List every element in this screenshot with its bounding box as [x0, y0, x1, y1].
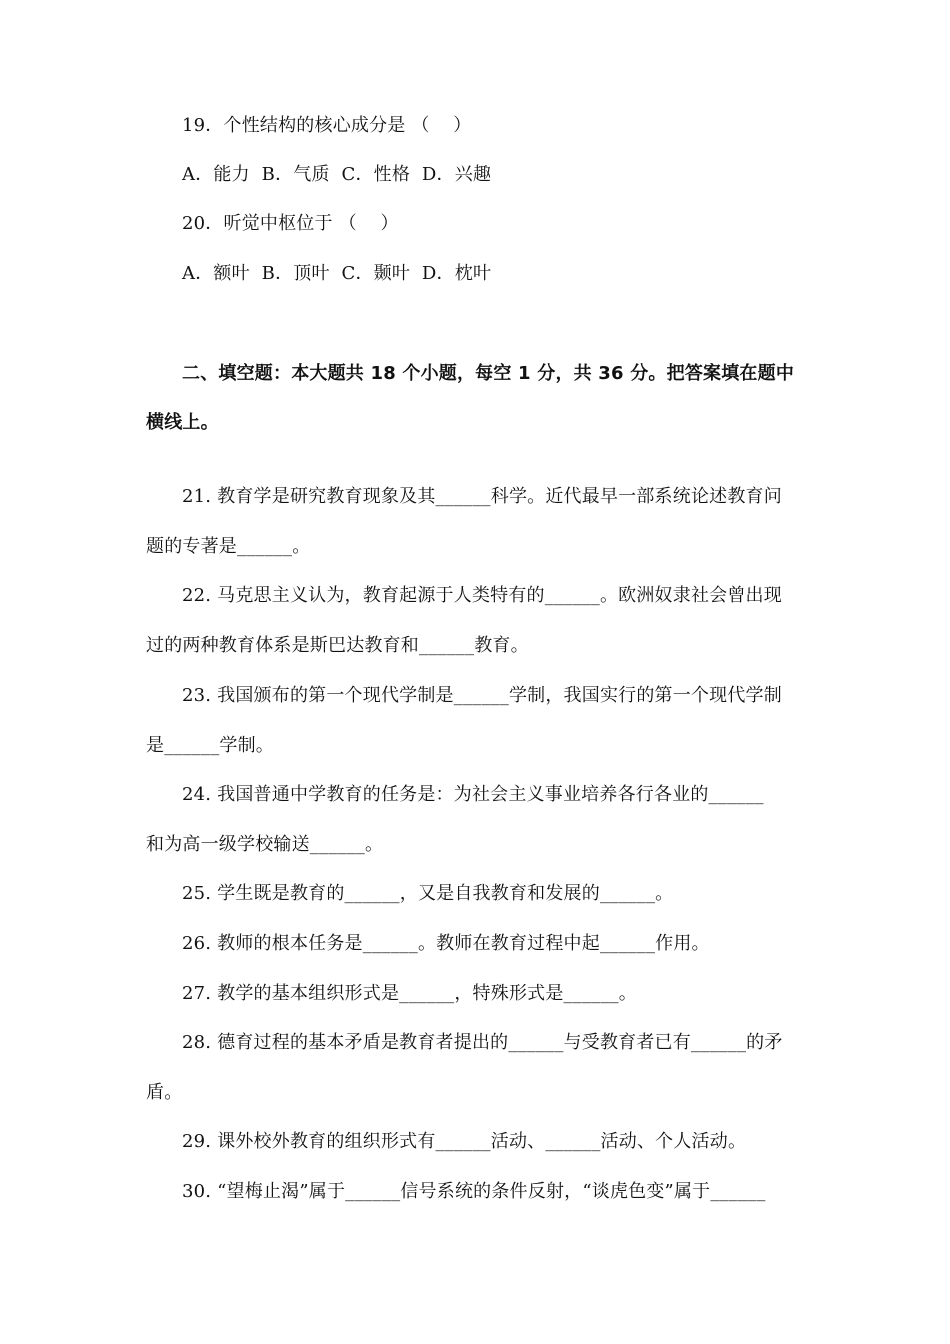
section-heading-line1: 二、填空题：本大题共 18 个小题，每空 1 分，共 36 分。把答案填在题中 [182, 363, 795, 384]
question-21-line2: 题的专著是______。 [146, 536, 311, 557]
question-19-stem: 19．个性结构的核心成分是 （ ） [182, 115, 472, 136]
question-23-line2: 是______学制。 [146, 735, 274, 756]
question-20-options: A．额叶 B．顶叶 C．颞叶 D．枕叶 [182, 263, 492, 284]
question-27: 27. 教学的基本组织形式是______，特殊形式是______。 [182, 983, 637, 1004]
question-22-line1: 22. 马克思主义认为，教育起源于人类特有的______。欧洲奴隶社会曾出现 [182, 585, 782, 606]
question-23-line1: 23. 我国颁布的第一个现代学制是______学制，我国实行的第一个现代学制 [182, 685, 782, 706]
question-30-line1: 30. “望梅止渴”属于______信号系统的条件反射，“谈虎色变”属于______ [182, 1181, 766, 1202]
question-24-line1: 24. 我国普通中学教育的任务是：为社会主义事业培养各行各业的______ [182, 784, 764, 805]
question-24-line2: 和为高一级学校输送______。 [146, 834, 384, 855]
question-28-line2: 盾。 [146, 1082, 183, 1103]
question-20-stem: 20．听觉中枢位于 （ ） [182, 213, 399, 234]
question-25: 25. 学生既是教育的______，又是自我教育和发展的______。 [182, 883, 674, 904]
question-26: 26. 教师的根本任务是______。教师在教育过程中起______作用。 [182, 933, 710, 954]
question-28-line1: 28. 德育过程的基本矛盾是教育者提出的______与受教育者已有______的矛 [182, 1032, 783, 1053]
question-29: 29. 课外校外教育的组织形式有______活动、______活动、个人活动。 [182, 1131, 747, 1152]
question-22-line2: 过的两种教育体系是斯巴达教育和______教育。 [146, 635, 529, 656]
question-19-options: A．能力 B．气质 C．性格 D．兴趣 [182, 164, 492, 185]
question-21-line1: 21. 教育学是研究教育现象及其______科学。近代最早一部系统论述教育问 [182, 486, 782, 507]
section-heading-line2: 横线上。 [146, 412, 219, 433]
